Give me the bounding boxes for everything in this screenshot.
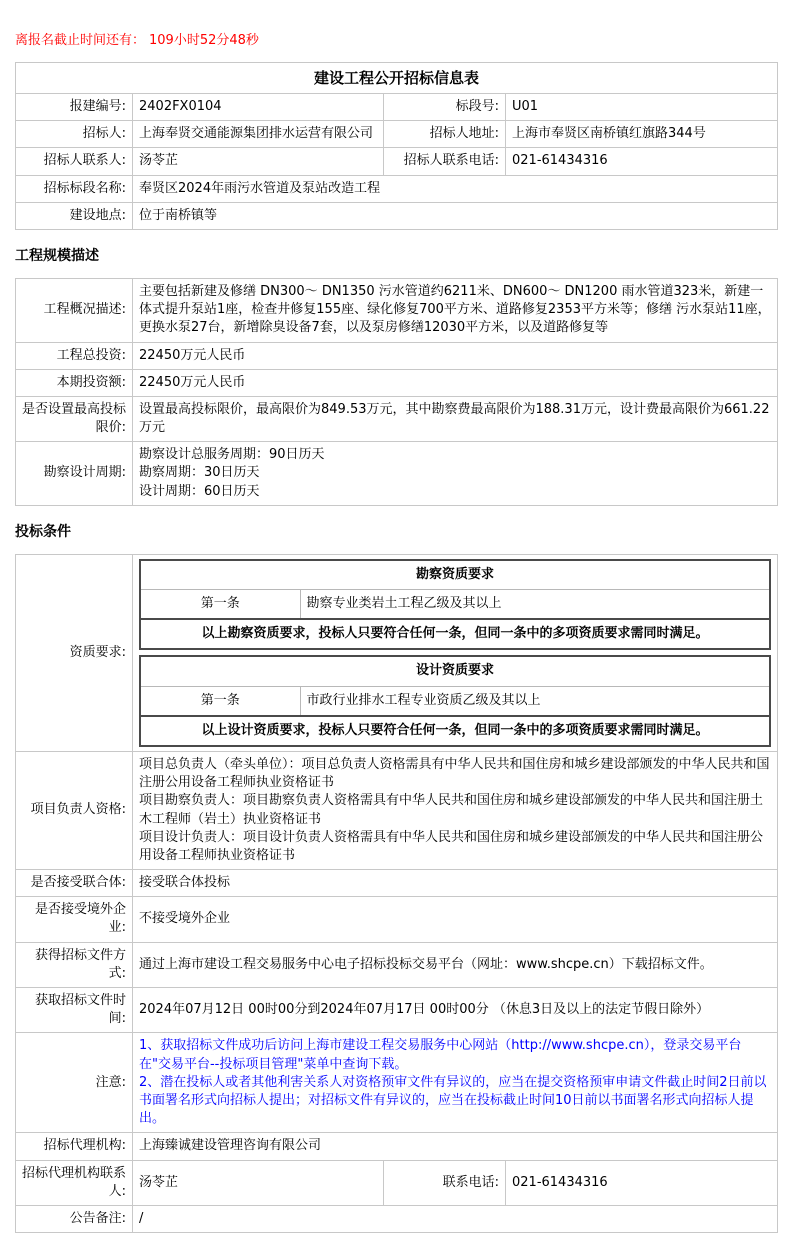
countdown-value: 109小时52分48秒 [149,33,259,48]
table-row [16,942,778,987]
design-clause-text: 市政行业排水工程专业资质乙级及其以上 [300,686,770,716]
period-survey: 勘察周期：30日历天 [139,465,260,481]
value-construction-site: 位于南桥镇等 [133,202,778,229]
qualification-requirements-cell [133,554,778,751]
value-section-number: U01 [506,94,778,121]
label-qualification-requirements: 资质要求: [16,554,133,751]
table-row [140,590,770,620]
label-announcement-remark: 公告备注: [16,1205,133,1232]
value-agency-contact: 汤苓芷 [133,1160,384,1205]
table-row [16,94,778,121]
label-accept-consortium: 是否接受联合体: [16,870,133,897]
label-project-overview: 工程概况描述: [16,278,133,342]
table-row [16,369,778,396]
survey-clause-text: 勘察专业类岩土工程乙级及其以上 [300,590,770,620]
value-project-overview: 主要包括新建及修缮 DN300～ DN1350 污水管道约6211米、DN600～ DN1200 雨水管道323米，新建一体式提升泵站1座，检查井修复155座、绿化修复700平方米、道路修复2353平方米等；修缮 污水泵站11座，更换水泵27台，新增除臭设备7套，以及泵房修缮12030平方米，以及道路修复等 [133,278,778,342]
period-design: 设计周期：60日历天 [139,483,260,499]
survey-qualification-table [139,559,771,651]
table-row [16,1205,778,1232]
value-accept-overseas: 不接受境外企业 [133,897,778,942]
value-agency-phone: 021-61434316 [506,1160,778,1205]
table-row [16,751,778,869]
design-qualification-header: 设计资质要求 [140,656,770,686]
design-qualification-note: 以上设计资质要求，投标人只要符合任何一条，但同一条中的多项资质要求需同时满足。 [140,716,770,746]
table-row [16,1160,778,1205]
value-tender-section-name: 奉贤区2024年雨污水管道及泵站改造工程 [133,175,778,202]
table-row [16,202,778,229]
table-row [140,656,770,686]
page-title: 建设工程公开招标信息表 [16,63,778,94]
value-total-investment: 22450万元人民币 [133,342,778,369]
value-notice [133,1033,778,1133]
value-announcement-remark: / [133,1205,778,1232]
value-project-number: 2402FX0104 [133,94,384,121]
table-row [140,619,770,649]
table-row [140,560,770,590]
label-current-investment: 本期投资额: [16,369,133,396]
label-accept-overseas: 是否接受境外企业: [16,897,133,942]
label-price-cap: 是否设置最高投标限价: [16,396,133,441]
label-section-number: 标段号: [384,94,506,121]
table-row [16,870,778,897]
label-project-number: 报建编号: [16,94,133,121]
notice-line-2: 2、潜在投标人或者其他利害关系人对资格预审文件有异议的，应当在提交资格预审申请文件截止时间2日前以书面署名形式向招标人提出；对招标文件有异议的，应当在投标截止时间10日前以书面署名形式向招标人提出。 [139,1074,767,1127]
table-row [140,716,770,746]
design-clause-number: 第一条 [140,686,300,716]
design-qualification-table [139,655,771,747]
notice-line-1: 1、获取招标文件成功后访问上海市建设工程交易服务中心网站（http://www.shcpe.cn），登录交易平台在"交易平台--投标项目管理"菜单中查询下载。 [139,1038,742,1072]
table-row [16,1033,778,1133]
label-agency-phone: 联系电话: [384,1160,506,1205]
table-row [16,278,778,342]
label-tender-section-name: 招标标段名称: [16,175,133,202]
table-row [140,686,770,716]
label-total-investment: 工程总投资: [16,342,133,369]
table-row [16,988,778,1033]
value-tenderer-phone: 021-61434316 [506,148,778,175]
label-tenderer-contact: 招标人联系人: [16,148,133,175]
table-row [16,175,778,202]
period-total: 勘察设计总服务周期：90日历天 [139,447,325,463]
label-tenderer-address: 招标人地址: [384,121,506,148]
value-tenderer-contact: 汤苓芷 [133,148,384,175]
value-document-access-method: 通过上海市建设工程交易服务中心电子招标投标交易平台（网址：www.shcpe.cn）下载招标文件。 [133,942,778,987]
value-current-investment: 22450万元人民币 [133,369,778,396]
value-project-leader-qualification [133,751,778,869]
label-document-access-time: 获取招标文件时间: [16,988,133,1033]
countdown-label: 离报名截止时间还有： [15,33,146,48]
value-document-access-time: 2024年07月12日 00时00分到2024年07月17日 00时00分 （休息3日及以上的法定节假日除外） [133,988,778,1033]
leader-design: 项目设计负责人：项目设计负责人资格需具有中华人民共和国住房和城乡建设部颁发的中华人民共和国注册公用设备工程师执业资格证书 [139,829,764,863]
label-survey-design-period: 勘察设计周期: [16,442,133,506]
value-tender-agency: 上海臻诚建设管理咨询有限公司 [133,1133,778,1160]
value-accept-consortium: 接受联合体投标 [133,870,778,897]
table-row [16,442,778,506]
table-row [16,554,778,751]
value-tenderer: 上海奉贤交通能源集团排水运营有限公司 [133,121,384,148]
label-construction-site: 建设地点: [16,202,133,229]
survey-qualification-note: 以上勘察资质要求，投标人只要符合任何一条，但同一条中的多项资质要求需同时满足。 [140,619,770,649]
table-row [16,897,778,942]
label-agency-contact: 招标代理机构联系人: [16,1160,133,1205]
table-row [16,148,778,175]
survey-clause-number: 第一条 [140,590,300,620]
label-document-access-method: 获得招标文件方式: [16,942,133,987]
label-tenderer: 招标人: [16,121,133,148]
label-project-leader-qualification: 项目负责人资格: [16,751,133,869]
table-row [16,1133,778,1160]
table-row [16,342,778,369]
label-tenderer-phone: 招标人联系电话: [384,148,506,175]
label-notice: 注意: [16,1033,133,1133]
value-tenderer-address: 上海市奉贤区南桥镇红旗路344号 [506,121,778,148]
table-row [16,396,778,441]
section-heading-bid-conditions: 投标条件 [15,523,71,540]
value-price-cap: 设置最高投标限价，最高限价为849.53万元，其中勘察费最高限价为188.31万元，设计费最高限价为661.22万元 [133,396,778,441]
leader-general: 项目总负责人（牵头单位）：项目总负责人资格需具有中华人民共和国住房和城乡建设部颁发的中华人民共和国注册公用设备工程师执业资格证书 [139,756,770,791]
label-tender-agency: 招标代理机构: [16,1133,133,1160]
project-scale-table [15,278,778,506]
bid-info-table [15,62,778,230]
section-heading-project-scale: 工程规模描述 [15,247,99,264]
value-survey-design-period [133,442,778,506]
survey-qualification-header: 勘察资质要求 [140,560,770,590]
registration-countdown [15,33,778,49]
table-row [16,63,778,94]
leader-survey: 项目勘察负责人：项目勘察负责人资格需具有中华人民共和国住房和城乡建设部颁发的中华人民共和国注册土木工程师（岩土）执业资格证书 [139,793,764,827]
bid-conditions-table [15,554,778,1233]
table-row [16,121,778,148]
